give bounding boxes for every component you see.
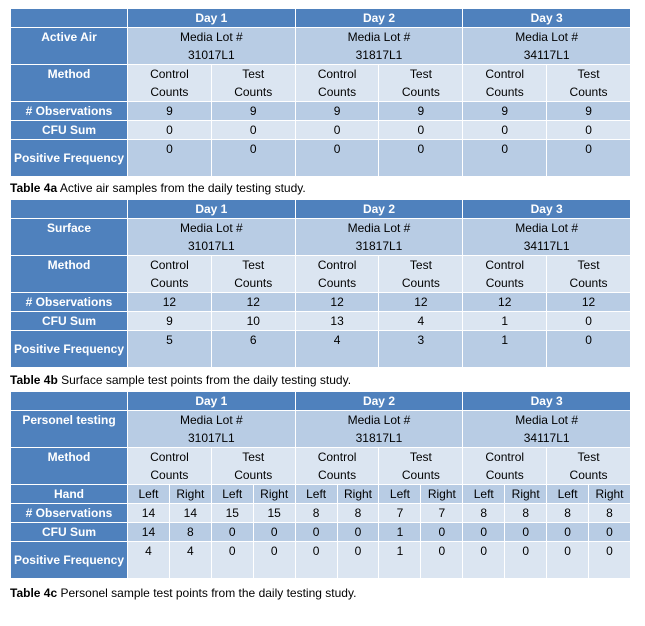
method-name: Test bbox=[242, 67, 265, 81]
table-caption bbox=[10, 373, 351, 387]
method-cell bbox=[128, 65, 212, 102]
method-name: Test bbox=[409, 258, 432, 272]
hand-cell: Left bbox=[128, 485, 170, 504]
method-name: Control bbox=[485, 450, 525, 464]
method-row bbox=[11, 65, 631, 102]
media-lot-label: Media Lot # bbox=[515, 30, 578, 44]
value-cell: 0 bbox=[379, 121, 463, 140]
caption-text: Surface sample test points from the daily testing study. bbox=[57, 373, 352, 387]
method-sub: Counts bbox=[569, 276, 608, 290]
data-row bbox=[11, 542, 631, 579]
value-cell: 10 bbox=[211, 312, 295, 331]
value-cell: 0 bbox=[589, 542, 631, 579]
method-cell bbox=[379, 65, 463, 102]
value-cell: 9 bbox=[379, 102, 463, 121]
value-cell: 9 bbox=[211, 102, 295, 121]
method-label: Method bbox=[11, 448, 128, 485]
value-cell: 9 bbox=[295, 102, 379, 121]
method-name: Test bbox=[242, 450, 265, 464]
method-sub: Counts bbox=[150, 468, 189, 482]
sample-type-label: Active Air bbox=[11, 28, 128, 65]
method-name: Test bbox=[577, 67, 600, 81]
value-cell: 9 bbox=[463, 102, 547, 121]
media-lot-number: 31017L1 bbox=[187, 48, 235, 62]
value-cell: 0 bbox=[295, 523, 337, 542]
method-label: Method bbox=[11, 256, 128, 293]
method-cell bbox=[379, 256, 463, 293]
method-cell bbox=[295, 65, 379, 102]
value-cell: 0 bbox=[505, 523, 547, 542]
day-header: Day 3 bbox=[463, 200, 631, 219]
method-name: Test bbox=[409, 67, 432, 81]
media-lot-number: 34117L1 bbox=[523, 431, 570, 445]
value-cell: 4 bbox=[128, 542, 170, 579]
media-lot-cell bbox=[128, 28, 296, 65]
value-cell: 15 bbox=[253, 504, 295, 523]
method-cell bbox=[463, 65, 547, 102]
value-cell: 9 bbox=[128, 312, 212, 331]
value-cell: 0 bbox=[421, 523, 463, 542]
method-sub: Counts bbox=[318, 85, 357, 99]
value-cell: 0 bbox=[253, 523, 295, 542]
value-cell: 1 bbox=[379, 542, 421, 579]
method-cell bbox=[211, 65, 295, 102]
method-cell bbox=[211, 448, 295, 485]
hand-cell: Right bbox=[421, 485, 463, 504]
method-cell bbox=[295, 448, 379, 485]
value-cell: 0 bbox=[421, 542, 463, 579]
row-label: # Observations bbox=[11, 504, 128, 523]
data-row bbox=[11, 331, 631, 368]
value-cell: 8 bbox=[169, 523, 211, 542]
value-cell: 0 bbox=[463, 523, 505, 542]
lot-row bbox=[11, 28, 631, 65]
data-row bbox=[11, 312, 631, 331]
method-cell bbox=[128, 256, 212, 293]
value-cell: 8 bbox=[295, 504, 337, 523]
media-lot-cell bbox=[295, 219, 463, 256]
value-cell: 0 bbox=[253, 542, 295, 579]
media-lot-label: Media Lot # bbox=[179, 221, 243, 235]
surface-table bbox=[10, 199, 631, 368]
value-cell: 0 bbox=[211, 140, 295, 177]
value-cell: 0 bbox=[128, 140, 212, 177]
method-sub: Counts bbox=[401, 468, 440, 482]
value-cell: 8 bbox=[463, 504, 505, 523]
value-cell: 13 bbox=[295, 312, 379, 331]
method-name: Control bbox=[317, 67, 357, 81]
method-cell bbox=[463, 256, 547, 293]
method-cell bbox=[295, 256, 379, 293]
method-name: Test bbox=[577, 450, 600, 464]
media-lot-number: 31017L1 bbox=[187, 431, 235, 445]
data-row bbox=[11, 140, 631, 177]
value-cell: 12 bbox=[547, 293, 631, 312]
media-lot-cell bbox=[128, 219, 296, 256]
row-label: CFU Sum bbox=[11, 121, 128, 140]
value-cell: 3 bbox=[379, 331, 463, 368]
method-label: Method bbox=[11, 65, 128, 102]
value-cell: 8 bbox=[337, 504, 379, 523]
media-lot-label: Media Lot # bbox=[179, 413, 243, 427]
data-row bbox=[11, 102, 631, 121]
method-name: Control bbox=[485, 258, 525, 272]
value-cell: 14 bbox=[128, 523, 170, 542]
value-cell: 8 bbox=[547, 504, 589, 523]
hand-cell: Left bbox=[295, 485, 337, 504]
value-cell: 1 bbox=[463, 312, 547, 331]
method-name: Control bbox=[485, 67, 525, 81]
day-header: Day 2 bbox=[295, 200, 463, 219]
value-cell: 4 bbox=[169, 542, 211, 579]
method-cell bbox=[547, 65, 631, 102]
value-cell: 0 bbox=[295, 140, 379, 177]
method-name: Test bbox=[577, 258, 600, 272]
method-name: Test bbox=[242, 258, 265, 272]
value-cell: 14 bbox=[128, 504, 170, 523]
media-lot-label: Media Lot # bbox=[515, 221, 578, 235]
method-sub: Counts bbox=[318, 276, 357, 290]
method-name: Control bbox=[150, 67, 189, 81]
method-sub: Counts bbox=[401, 85, 440, 99]
hand-cell: Right bbox=[169, 485, 211, 504]
hand-row bbox=[11, 485, 631, 504]
day-header-row bbox=[11, 9, 631, 28]
value-cell: 8 bbox=[505, 504, 547, 523]
media-lot-number: 34117L1 bbox=[523, 239, 570, 253]
value-cell: 0 bbox=[211, 121, 295, 140]
day-header-row bbox=[11, 392, 631, 411]
value-cell: 0 bbox=[547, 121, 631, 140]
value-cell: 9 bbox=[128, 102, 212, 121]
value-cell: 0 bbox=[211, 542, 253, 579]
hand-label: Hand bbox=[11, 485, 128, 504]
media-lot-label: Media Lot # bbox=[515, 413, 578, 427]
method-sub: Counts bbox=[318, 468, 357, 482]
method-sub: Counts bbox=[234, 85, 273, 99]
caption-number: Table 4c bbox=[10, 586, 58, 600]
value-cell: 0 bbox=[505, 542, 547, 579]
hand-cell: Left bbox=[211, 485, 253, 504]
method-sub: Counts bbox=[150, 276, 189, 290]
caption-text: Active air samples from the daily testing study. bbox=[57, 181, 306, 195]
day-header: Day 3 bbox=[463, 392, 631, 411]
media-lot-cell bbox=[463, 219, 631, 256]
caption-text: Personel sample test points from the daily testing study. bbox=[57, 586, 357, 600]
header-blank bbox=[11, 200, 128, 219]
lot-row bbox=[11, 219, 631, 256]
row-label: CFU Sum bbox=[11, 523, 128, 542]
method-sub: Counts bbox=[234, 468, 273, 482]
method-name: Control bbox=[150, 258, 189, 272]
data-row bbox=[11, 504, 631, 523]
media-lot-cell bbox=[128, 411, 296, 448]
value-cell: 0 bbox=[547, 331, 631, 368]
active-air-table bbox=[10, 8, 631, 177]
data-row bbox=[11, 523, 631, 542]
value-cell: 0 bbox=[463, 121, 547, 140]
hand-cell: Left bbox=[463, 485, 505, 504]
media-lot-label: Media Lot # bbox=[347, 30, 411, 44]
day-header-row bbox=[11, 200, 631, 219]
media-lot-cell bbox=[463, 411, 631, 448]
method-sub: Counts bbox=[569, 85, 608, 99]
value-cell: 0 bbox=[547, 542, 589, 579]
day-header: Day 1 bbox=[128, 200, 296, 219]
data-row bbox=[11, 121, 631, 140]
table-caption bbox=[10, 181, 306, 195]
value-cell: 0 bbox=[379, 140, 463, 177]
value-cell: 9 bbox=[547, 102, 631, 121]
method-sub: Counts bbox=[401, 276, 440, 290]
value-cell: 0 bbox=[463, 542, 505, 579]
day-header: Day 1 bbox=[128, 392, 296, 411]
caption-number: Table 4a bbox=[10, 181, 58, 195]
method-sub: Counts bbox=[485, 276, 524, 290]
method-cell bbox=[379, 448, 463, 485]
method-name: Test bbox=[409, 450, 432, 464]
value-cell: 7 bbox=[379, 504, 421, 523]
day-header: Day 2 bbox=[295, 392, 463, 411]
hand-cell: Right bbox=[505, 485, 547, 504]
value-cell: 12 bbox=[295, 293, 379, 312]
day-header: Day 2 bbox=[295, 9, 463, 28]
media-lot-label: Media Lot # bbox=[179, 30, 243, 44]
method-cell bbox=[547, 448, 631, 485]
data-row bbox=[11, 293, 631, 312]
method-name: Control bbox=[150, 450, 189, 464]
method-sub: Counts bbox=[485, 85, 524, 99]
method-name: Control bbox=[317, 450, 357, 464]
table-caption bbox=[10, 586, 356, 600]
value-cell: 0 bbox=[295, 542, 337, 579]
hand-cell: Right bbox=[337, 485, 379, 504]
value-cell: 12 bbox=[379, 293, 463, 312]
value-cell: 12 bbox=[211, 293, 295, 312]
method-row bbox=[11, 448, 631, 485]
row-label: Positive Frequency bbox=[11, 140, 128, 177]
method-sub: Counts bbox=[150, 85, 189, 99]
media-lot-number: 31817L1 bbox=[355, 48, 403, 62]
method-cell bbox=[547, 256, 631, 293]
media-lot-cell bbox=[295, 411, 463, 448]
value-cell: 0 bbox=[589, 523, 631, 542]
value-cell: 0 bbox=[547, 312, 631, 331]
day-header: Day 1 bbox=[128, 9, 296, 28]
media-lot-cell bbox=[463, 28, 631, 65]
media-lot-number: 31817L1 bbox=[355, 239, 403, 253]
value-cell: 0 bbox=[128, 121, 212, 140]
header-blank bbox=[11, 392, 128, 411]
hand-cell: Right bbox=[253, 485, 295, 504]
value-cell: 4 bbox=[295, 331, 379, 368]
method-sub: Counts bbox=[234, 276, 273, 290]
method-cell bbox=[463, 448, 547, 485]
media-lot-number: 31817L1 bbox=[355, 431, 403, 445]
value-cell: 14 bbox=[169, 504, 211, 523]
media-lot-label: Media Lot # bbox=[347, 221, 411, 235]
sample-type-label: Surface bbox=[11, 219, 128, 256]
media-lot-number: 34117L1 bbox=[523, 48, 570, 62]
row-label: # Observations bbox=[11, 293, 128, 312]
value-cell: 8 bbox=[589, 504, 631, 523]
value-cell: 0 bbox=[337, 542, 379, 579]
day-header: Day 3 bbox=[463, 9, 631, 28]
hand-cell: Right bbox=[589, 485, 631, 504]
lot-row bbox=[11, 411, 631, 448]
method-sub: Counts bbox=[485, 468, 524, 482]
value-cell: 0 bbox=[337, 523, 379, 542]
value-cell: 0 bbox=[295, 121, 379, 140]
hand-cell: Left bbox=[547, 485, 589, 504]
row-label: Positive Frequency bbox=[11, 331, 128, 368]
value-cell: 12 bbox=[463, 293, 547, 312]
value-cell: 5 bbox=[128, 331, 212, 368]
caption-number: Table 4b bbox=[10, 373, 58, 387]
value-cell: 15 bbox=[211, 504, 253, 523]
value-cell: 4 bbox=[379, 312, 463, 331]
hand-cell: Left bbox=[379, 485, 421, 504]
media-lot-cell bbox=[295, 28, 463, 65]
value-cell: 1 bbox=[379, 523, 421, 542]
value-cell: 7 bbox=[421, 504, 463, 523]
personel-table bbox=[10, 391, 631, 579]
method-cell bbox=[211, 256, 295, 293]
value-cell: 0 bbox=[463, 140, 547, 177]
method-cell bbox=[128, 448, 212, 485]
value-cell: 12 bbox=[128, 293, 212, 312]
method-sub: Counts bbox=[569, 468, 608, 482]
media-lot-label: Media Lot # bbox=[347, 413, 411, 427]
value-cell: 0 bbox=[547, 140, 631, 177]
header-blank bbox=[11, 9, 128, 28]
row-label: # Observations bbox=[11, 102, 128, 121]
value-cell: 0 bbox=[211, 523, 253, 542]
sample-type-label: Personel testing bbox=[11, 411, 128, 448]
value-cell: 1 bbox=[463, 331, 547, 368]
value-cell: 0 bbox=[547, 523, 589, 542]
method-name: Control bbox=[317, 258, 357, 272]
value-cell: 6 bbox=[211, 331, 295, 368]
media-lot-number: 31017L1 bbox=[187, 239, 235, 253]
method-row bbox=[11, 256, 631, 293]
row-label: Positive Frequency bbox=[11, 542, 128, 579]
row-label: CFU Sum bbox=[11, 312, 128, 331]
